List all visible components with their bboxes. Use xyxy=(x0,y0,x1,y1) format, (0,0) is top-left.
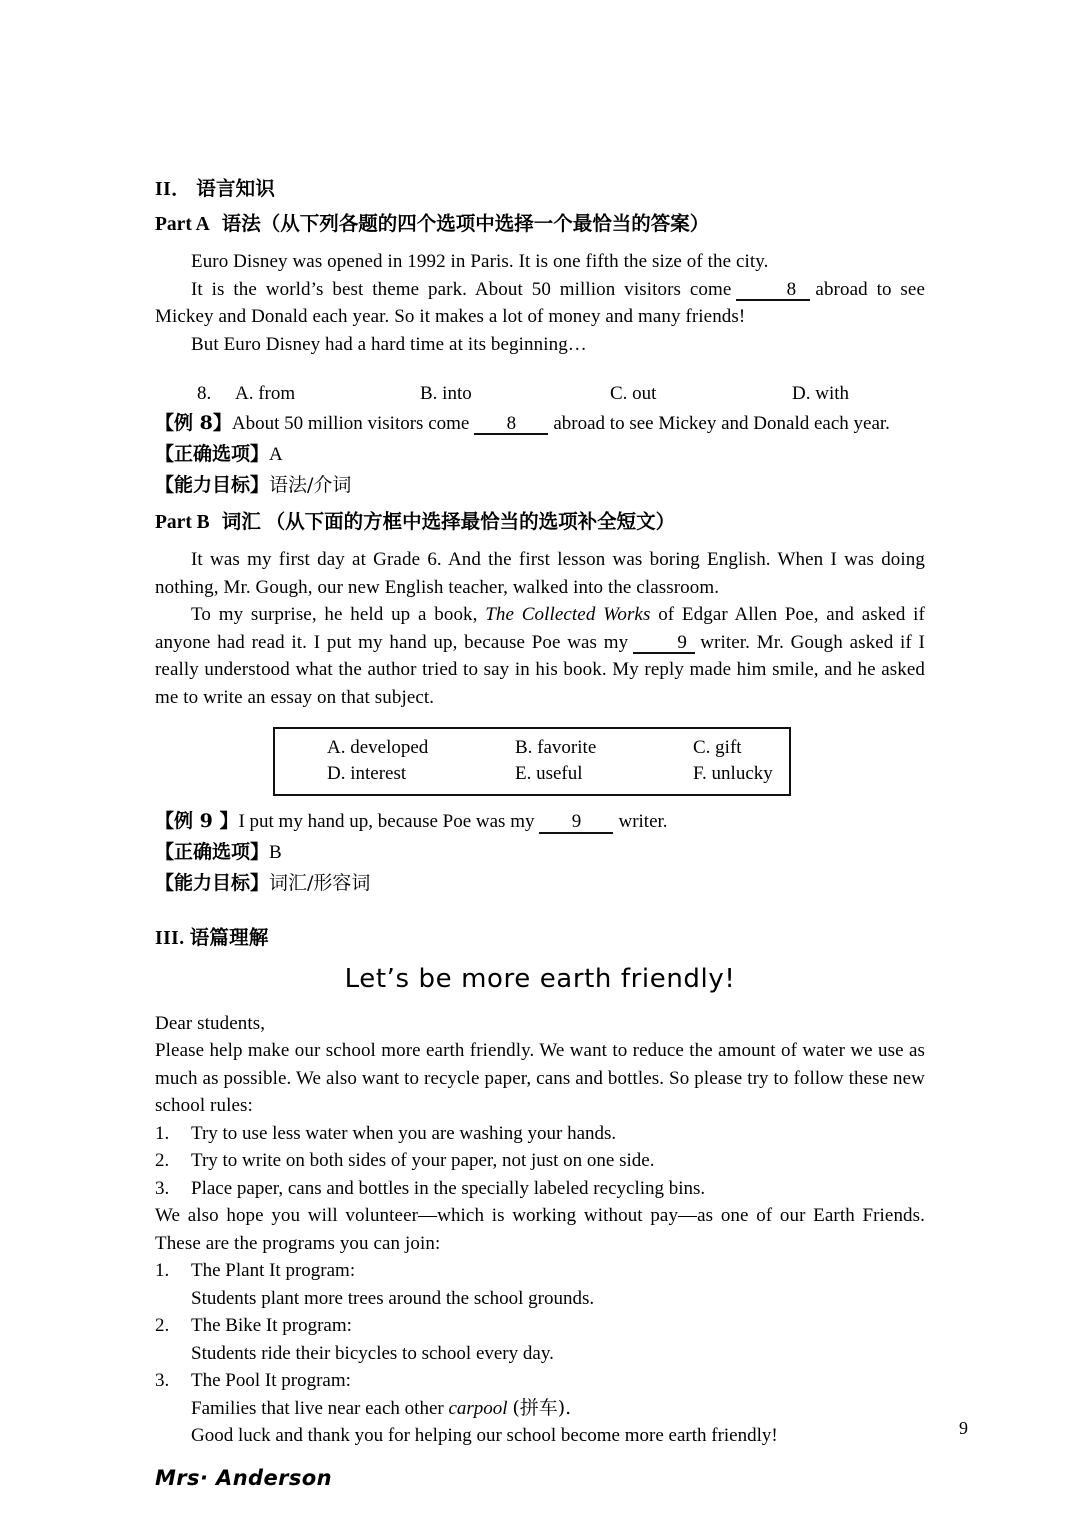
example-9-answer-value: B xyxy=(269,842,282,863)
school-rule-number: 3. xyxy=(155,1177,170,1199)
example-8-stem xyxy=(155,408,925,439)
part-b-para2-c: writer. Mr. Gough asked if I really understood what the author tried to say in his book. My reply made him smile, and he asked me to write an essay on that subject. xyxy=(155,631,925,708)
program-title: The Plant It program: xyxy=(191,1260,356,1281)
section-3-roman: III. xyxy=(155,928,185,949)
program-description-before: Families that live near each other xyxy=(191,1397,444,1419)
part-a-label: Part A xyxy=(155,213,210,235)
section-2-title: 语言知识 xyxy=(196,179,276,200)
example-9-objective-tag: 【能力目标】 xyxy=(155,872,270,894)
example-9-objective-value: 词汇/形容词 xyxy=(269,872,371,894)
school-rule-item xyxy=(155,1120,925,1148)
part-b-para2-b: of Edgar Allen Poe, and asked if anyone had read it. I put my hand up, because Poe was my xyxy=(155,604,925,653)
program-item xyxy=(155,1257,925,1285)
part-a-passage-blank: 8 xyxy=(736,280,810,302)
program-number: 1. xyxy=(155,1260,170,1281)
part-b-para2-a: To my surprise, he held up a book, xyxy=(191,604,478,625)
letter-volunteer-note: We also hope you will volunteer—which is working without pay—as one of our Earth Friends. These are the programs you can join: xyxy=(155,1205,925,1254)
word-bank-row-2 xyxy=(275,761,789,787)
school-rule-text: Try to use less water when you are washing your hands. xyxy=(191,1122,617,1144)
example-9-answer-tag: 【正确选项】 xyxy=(155,841,270,863)
word-bank-option-d[interactable]: D. interest xyxy=(327,763,407,784)
part-b-passage-blank: 9 xyxy=(633,633,695,655)
part-a-passage-line2-before: It is the world’s best theme park. About 50 million visitors come xyxy=(191,278,732,300)
program-item xyxy=(155,1367,925,1395)
example-9-stem-after: writer. xyxy=(618,811,668,832)
school-rule-number: 2. xyxy=(155,1150,170,1171)
word-bank-option-b[interactable]: B. favorite xyxy=(515,737,597,758)
part-b-book-title: The Collected Works xyxy=(485,604,651,625)
program-title: The Bike It program: xyxy=(191,1315,352,1336)
example-9-stem xyxy=(155,806,925,837)
letter-salutation: Dear students, xyxy=(155,1012,266,1034)
example-8-answer xyxy=(155,439,925,470)
school-rule-item xyxy=(155,1147,925,1175)
example-8-stem-before: About 50 million visitors come xyxy=(231,412,470,434)
example-8-stem-after: abroad to see Mickey and Donald each year. xyxy=(553,412,890,434)
program-item xyxy=(155,1312,925,1340)
example-8-tag: 【例 8】 xyxy=(155,411,232,434)
question-8-option-c[interactable]: C. out xyxy=(610,383,657,404)
example-8-objective-tag: 【能力目标】 xyxy=(155,473,270,496)
question-8-number: 8. xyxy=(197,383,212,404)
word-bank-option-e[interactable]: E. useful xyxy=(515,763,583,784)
program-description: Students plant more trees around the school grounds. xyxy=(191,1287,595,1309)
program-description xyxy=(155,1395,925,1423)
example-8-answer-tag: 【正确选项】 xyxy=(155,442,270,465)
letter-closing: Good luck and thank you for helping our school become more earth friendly! xyxy=(191,1425,778,1446)
school-rule-text: Try to write on both sides of your paper, not just on one side. xyxy=(191,1150,655,1171)
part-b-passage-para2 xyxy=(155,601,925,711)
example-9-tag: 【例 9 】 xyxy=(155,810,239,832)
page-content xyxy=(155,180,925,1490)
school-rule-number: 1. xyxy=(155,1122,170,1144)
example-9-objective xyxy=(155,868,925,899)
part-b-title: 词汇 （从下面的方框中选择最恰当的选项补全短文） xyxy=(221,511,676,533)
school-rule-item xyxy=(155,1175,925,1203)
section-3-title: 语篇理解 xyxy=(189,928,269,949)
carpool-gloss: (拼车). xyxy=(512,1396,572,1419)
example-8-objective xyxy=(155,470,925,501)
part-a-heading xyxy=(155,215,925,235)
word-bank-option-c[interactable]: C. gift xyxy=(693,737,742,758)
part-b-heading xyxy=(155,513,925,533)
example-9-blank: 9 xyxy=(539,812,613,834)
question-8-option-b[interactable]: B. into xyxy=(420,383,472,404)
part-b-label: Part B xyxy=(155,511,210,533)
part-a-passage-line2-after: abroad to see Mickey and Donald each year. So it makes a lot of money and many friends! xyxy=(155,278,925,327)
part-a-title: 语法（从下列各题的四个选项中选择一个最恰当的答案） xyxy=(221,213,710,235)
letter-intro: Please help make our school more earth friendly. We want to reduce the amount of water we use as much as possible. We also want to recycle paper, cans and bottles. So please try to follow these new school rules: xyxy=(155,1040,925,1116)
program-number: 2. xyxy=(155,1315,170,1336)
word-bank-option-f[interactable]: F. unlucky xyxy=(693,763,773,784)
section-3-heading xyxy=(155,929,925,949)
section-2-heading xyxy=(155,180,925,200)
program-description: Students ride their bicycles to school every day. xyxy=(191,1342,554,1364)
program-number: 3. xyxy=(155,1370,170,1391)
school-rule-text: Place paper, cans and bottles in the specially labeled recycling bins. xyxy=(191,1177,706,1199)
section-2-roman: II． xyxy=(155,179,192,200)
question-8-options xyxy=(155,380,925,408)
question-8-option-d[interactable]: D. with xyxy=(792,383,849,404)
word-bank-option-a[interactable]: A. developed xyxy=(327,737,429,758)
part-a-passage-line1: Euro Disney was opened in 1992 in Paris. It is one fifth the size of the city. xyxy=(191,251,769,272)
example-9-stem-before: I put my hand up, because Poe was my xyxy=(238,811,535,832)
part-b-passage-para1: It was my first day at Grade 6. And the first lesson was boring English. When I was doing nothing, Mr. Gough, our new English teacher, walked into the classroom. xyxy=(155,549,925,598)
example-8-objective-value: 语法/介词 xyxy=(269,473,352,496)
example-8-answer-value: A xyxy=(269,443,283,465)
question-8-option-a[interactable]: A. from xyxy=(235,383,296,404)
letter-title: Let’s be more earth friendly! xyxy=(344,963,736,994)
part-a-passage-line2 xyxy=(155,276,925,331)
page-number: 9 xyxy=(959,1418,968,1438)
example-8-blank: 8 xyxy=(474,414,548,436)
letter-signature: Mrs· Anderson xyxy=(155,1465,332,1490)
program-title: The Pool It program: xyxy=(191,1370,351,1391)
carpool-term: carpool xyxy=(448,1397,508,1419)
part-a-passage-line3: But Euro Disney had a hard time at its beginning… xyxy=(191,333,587,355)
word-bank-row-1 xyxy=(275,735,789,761)
example-9-answer xyxy=(155,837,925,868)
word-bank-box xyxy=(273,727,791,796)
